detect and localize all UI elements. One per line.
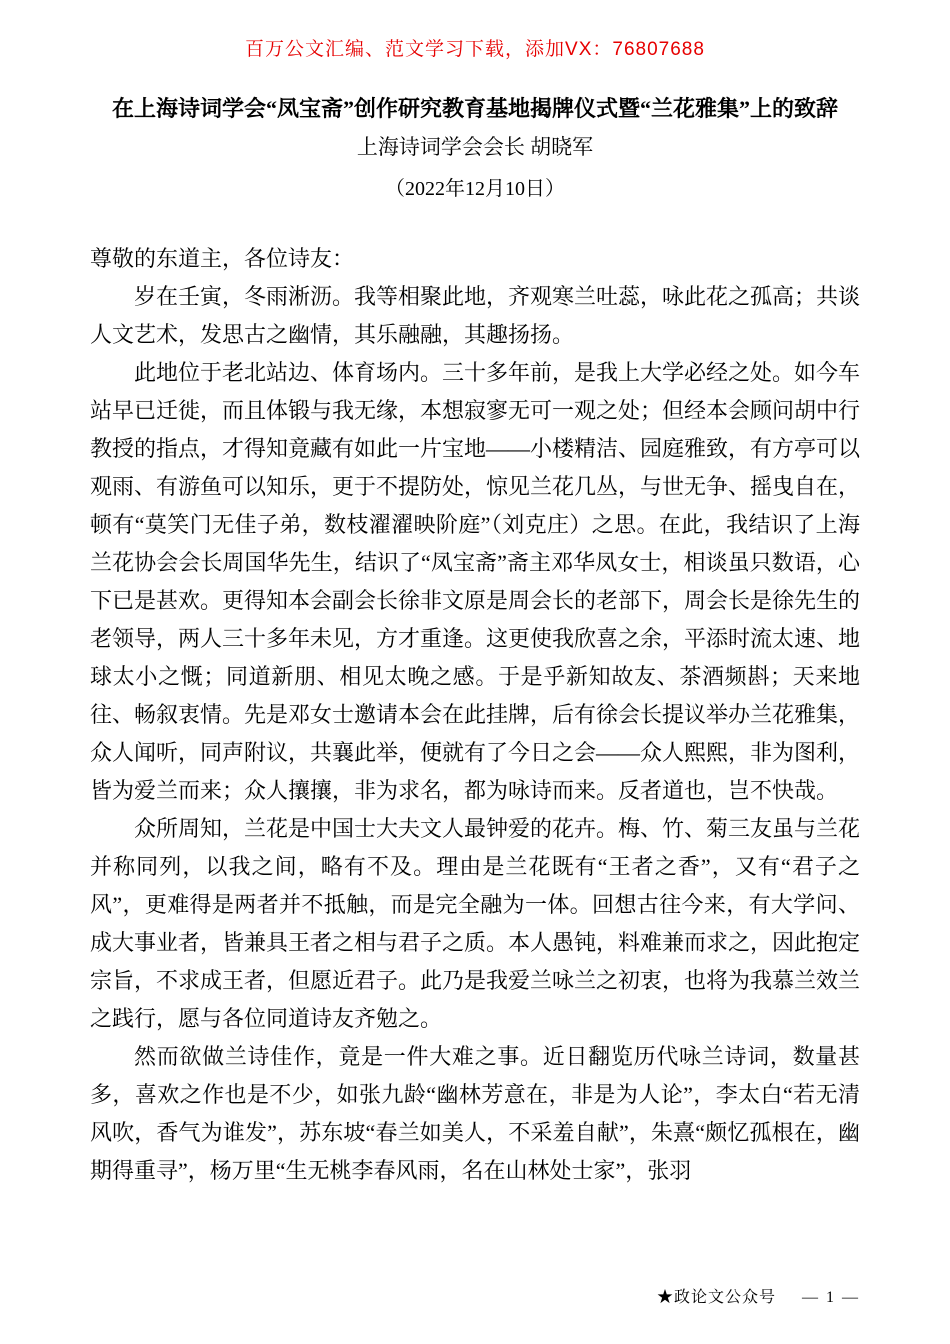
body-paragraph: 然而欲做兰诗佳作，竟是一件大难之事。近日翻览历代咏兰诗词，数量甚多，喜欢之作也是不少，如张九龄“幽林芳意在，非是为人论”，李太白“若无清风吹，香气为谁发”，苏东坡“春兰如美人，不采羞自献”，朱熹“颇忆孤根在，幽期得重寻”，杨万里“生无桃李春风雨，名在山林处士家”，张羽 (90, 1044, 860, 1183)
promo-notice: 百万公文汇编、范文学习下载，添加VX：76807688 (245, 39, 705, 60)
document-title: 在上海诗词学会“凤宝斋”创作研究教育基地揭牌仪式暨“兰花雅集”上的致辞 (111, 96, 838, 121)
footer-brand: ★政论文公众号 (656, 1289, 776, 1306)
salutation: 尊敬的东道主，各位诗友： (90, 246, 355, 271)
document-body (90, 240, 860, 1190)
author-line: 上海诗词学会会长 胡晓军 (356, 135, 594, 159)
page-footer (657, 1288, 860, 1308)
body-paragraph: 众所周知，兰花是中国士大夫文人最钟爱的花卉。梅、竹、菊三友虽与兰花并称同列，以我之间，略有不及。理由是兰花既有“王者之香”，又有“君子之风”，更难得是两者并不抵触，而是完全融为一体。回想古往今来，有大学问、成大事业者，皆兼具王者之相与君子之质。本人愚钝，料难兼而求之，因此抱定宗旨，不求成王者，但愿近君子。此乃是我爱兰咏兰之初衷，也将为我慕兰效兰之践行，愿与各位同道诗友齐勉之。 (90, 816, 861, 1031)
body-paragraph: 岁在壬寅，冬雨淅沥。我等相聚此地，齐观寒兰吐蕊，咏此花之孤高；共谈人文艺术，发思古之幽情，其乐融融，其趣扬扬。 (90, 284, 861, 347)
page-number: — 1 — (802, 1289, 860, 1306)
body-paragraph: 此地位于老北站边、体育场内。三十多年前，是我上大学必经之处。如今车站早已迁徙，而且体锻与我无缘，本想寂寥无可一观之处；但经本会顾问胡中行教授的指点，才得知竟藏有如此一片宝地——小楼精洁、园庭雅致，有方亭可以观雨、有游鱼可以知乐，更于不提防处，惊见兰花几丛，与世无争、摇曳自在，顿有“莫笑门无佳子弟，数枝濯濯映阶庭”（刘克庄）之思。在此，我结识了上海兰花协会会长周国华先生，结识了“凤宝斋”斋主邓华凤女士，相谈虽只数语，心下已是甚欢。更得知本会副会长徐非文原是周会长的老部下，周会长是徐先生的老领导，两人三十多年未见，方才重逢。这更使我欣喜之余，平添时流太速、地球太小之慨；同道新朋、相见太晚之感。于是乎新知故友、茶酒频斟；天来地往、畅叙衷情。先是邓女士邀请本会在此挂牌，后有徐会长提议举办兰花雅集，众人闻听，同声附议，共襄此举，便就有了今日之会——众人熙熙，非为图利，皆为爱兰而来；众人攘攘，非为求名，都为咏诗而来。反者道也，岂不快哉。 (90, 360, 861, 803)
date-line: （2022年12月10日） (385, 178, 565, 200)
